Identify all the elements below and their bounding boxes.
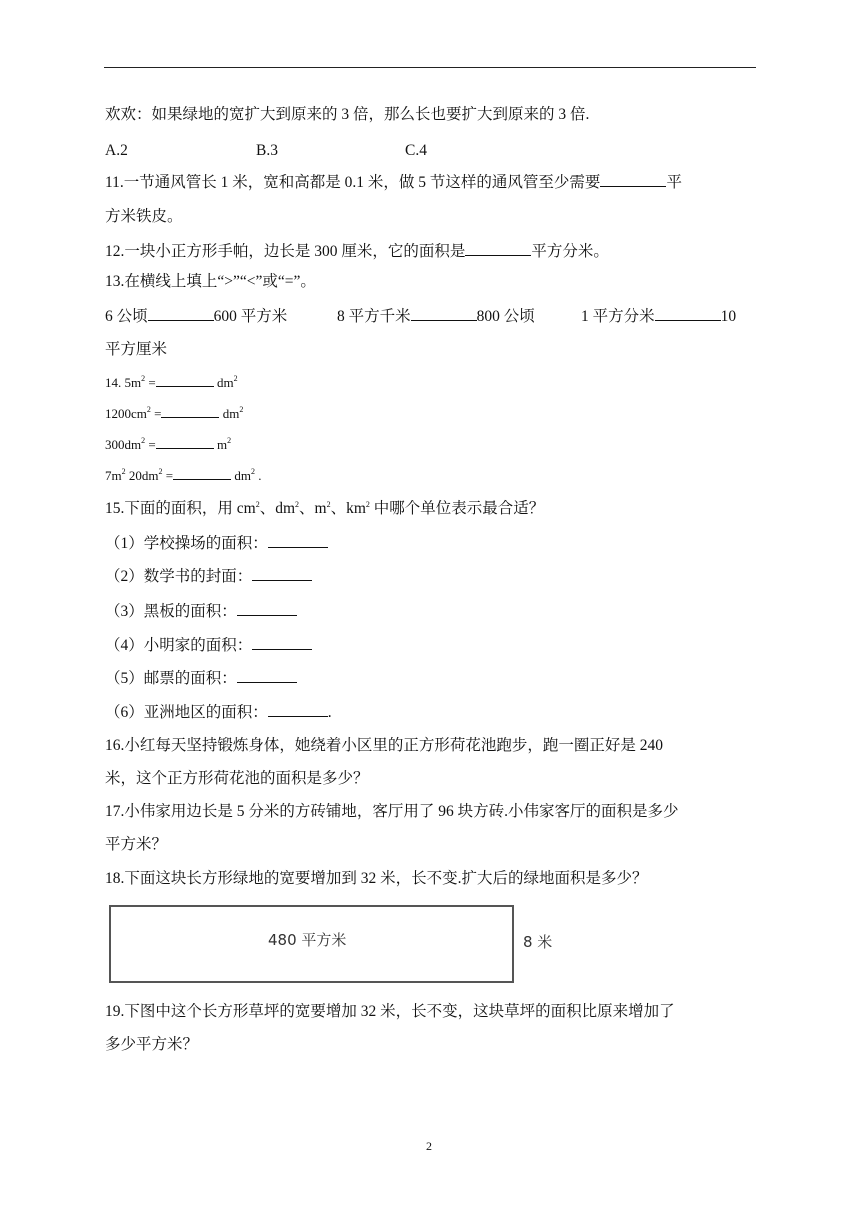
q15-item: （6）亚洲地区的面积： . [105,704,332,721]
option-b: B.3 [256,142,278,159]
answer-blank[interactable] [252,635,312,650]
q11-line1: 11.一节通风管长 1 米，宽和高都是 0.1 米，做 5 节这样的通风管至少需要 平 [105,174,682,191]
q17-line1: 17.小伟家用边长是 5 分米的方砖铺地，客厅用了 96 块方砖.小伟家客厅的面积是多少 [105,803,679,820]
q18-line1: 18.下面这块长方形绿地的宽要增加到 32 米，长不变.扩大后的绿地面积是多少？ [105,870,648,887]
q13-line2: 平方厘米 [105,341,168,358]
page-number: 2 [426,1139,432,1153]
answer-blank[interactable] [237,668,297,683]
q10-statement: 欢欢：如果绿地的宽扩大到原来的 3 倍，那么长也要扩大到原来的 3 倍. [105,106,590,123]
option-c: C.4 [405,142,427,159]
answer-blank[interactable] [148,306,214,321]
q16-line2: 米，这个正方形荷花池的面积是多少？ [105,770,369,787]
answer-blank[interactable] [156,437,214,449]
q14-line2: $1200cm^2 = dm^2$ [105,405,244,421]
q16-line1: 16.小红每天坚持锻炼身体，她绕着小区里的正方形荷花池跑步，跑一圈正好是 240 [105,737,664,754]
q17-line2: 平方米？ [105,836,168,853]
q14-line4: $7m^2$ $20dm^2 = dm^2$ . [105,467,262,483]
answer-blank[interactable] [173,468,231,480]
option-a: A.2 [105,142,128,159]
q14-line1: 14. $5m^2 = dm^2$ [105,374,238,390]
q11-line2: 方米铁皮。 [105,208,183,225]
q13-items: 6 公顷 600 平方米 8 平方千米 800 公顷 1 平方分米 10 [105,308,737,325]
figure-side-label: 8 米 [523,933,553,951]
q15-item: （5）邮票的面积： [105,668,297,689]
answer-blank[interactable] [600,172,666,187]
answer-blank[interactable] [156,375,214,387]
q19-line1: 19.下图中这个长方形草坪的宽要增加 32 米，长不变，这块草坪的面积比原来增加了 [105,1003,675,1020]
q13-title: 13.在横线上填上“>”“<”或“=”。 [105,273,316,290]
answer-blank[interactable] [268,702,328,717]
figure-area-label: 480 平方米 [268,931,347,949]
header-rule [104,67,756,68]
answer-blank[interactable] [411,306,477,321]
answer-blank[interactable] [252,566,312,581]
q12: 12.一块小正方形手帕，边长是 300 厘米，它的面积是 平方分米。 [105,243,609,260]
q14-line3: $300dm^2 = m^2$ [105,436,232,452]
q15-item: （3）黑板的面积： [105,601,297,622]
q15-item: （4）小明家的面积： [105,635,312,656]
answer-blank[interactable] [161,406,219,418]
q15-item: （2）数学书的封面： [105,566,312,587]
answer-blank[interactable] [237,601,297,616]
answer-blank[interactable] [655,306,721,321]
q19-line2: 多少平方米？ [105,1036,199,1053]
answer-blank[interactable] [465,241,531,256]
answer-blank[interactable] [268,533,328,548]
q15-item: （1）学校操场的面积： [105,533,328,554]
q15-title: 15.下面的面积，用 $cm^2$、$dm^2$、$m^2$、$km^2$ 中哪个单位表示最合适？ [105,500,545,517]
